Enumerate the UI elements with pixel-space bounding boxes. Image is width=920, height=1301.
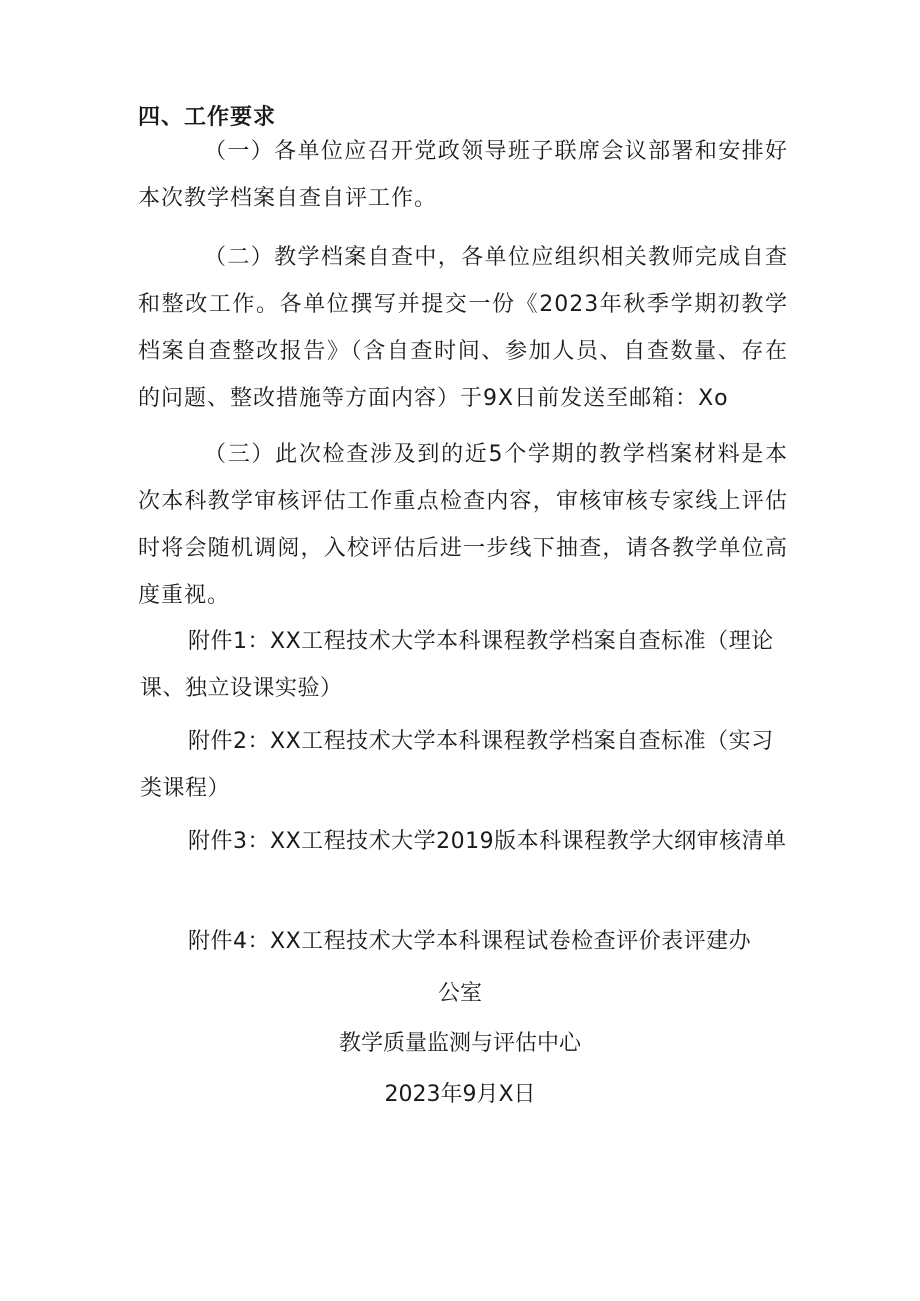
attachment-4: 附件4：XX工程技术大学本科课程试卷检查评价表评建办	[188, 929, 752, 954]
signature-center-name: 教学质量监测与评估中心	[338, 1031, 581, 1056]
signature-date: 2023年9月X日	[384, 1082, 536, 1107]
requirement-paragraph-3: （三）此次检查涉及到的近5个学期的教学档案材料是本次本科教学审核评估工作重点检查内容，审核审核专家线上评估时将会随机调阅，入校评估后进一步线下抽查，请各教学单位高度重视。	[138, 442, 788, 608]
attachment-1: 附件1：XX工程技术大学本科课程教学档案自查标准（理论课、独立设课实验）	[140, 629, 774, 701]
attachment-2: 附件2：XX工程技术大学本科课程教学档案自查标准（实习类课程）	[140, 729, 774, 801]
attachment-3: 附件3：XX工程技术大学2019版本科课程教学大纲审核清单	[188, 829, 787, 854]
requirement-paragraph-1: （一）各单位应召开党政领导班子联席会议部署和安排好本次教学档案自查自评工作。	[138, 139, 788, 211]
section-heading: 四、工作要求	[138, 105, 277, 130]
signature-office-tail: 公室	[437, 981, 482, 1006]
requirement-paragraph-2: （二）教学档案自查中，各单位应组织相关教师完成自查和整改工作。各单位撰写并提交一份《2023年秋季学期初教学档案自查整改报告》（含自查时间、参加人员、自查数量、存在的问题、整改措施等方面内容）于9X日前发送至邮箱：Xo	[138, 245, 788, 411]
